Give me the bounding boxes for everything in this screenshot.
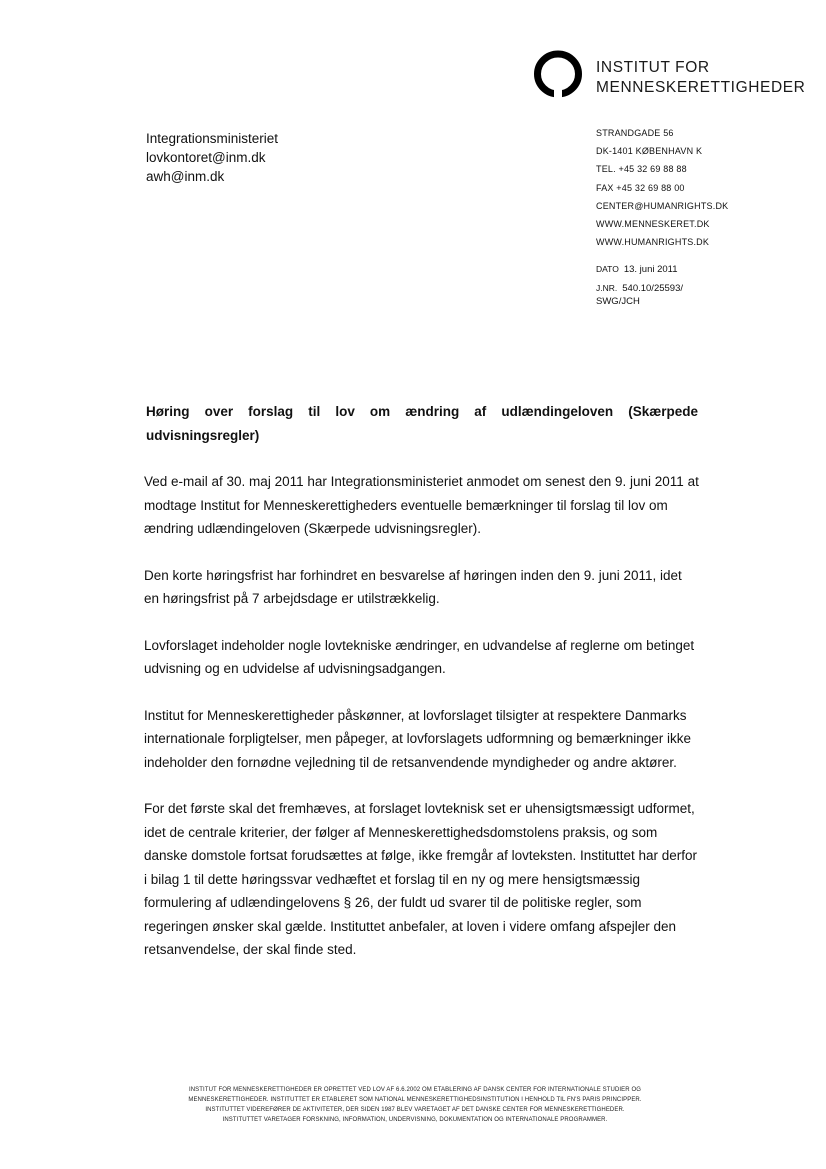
sender-address-city: DK-1401 KØBENHAVN K xyxy=(596,146,703,157)
body-paragraph-4: Institut for Menneskerettigheder påskønner, at lovforslaget tilsigter at respektere Danmarks internationale forpligtelser, men påpeger, at lovforslagets udformning og bemærkninger ikke indeholder den fornødne vejledning til de retsanvendende myndigheder og andre aktører. xyxy=(144,707,692,770)
date-label: DATO xyxy=(596,264,619,274)
institute-logo xyxy=(534,50,824,102)
recipient-email-1: lovkontoret@inm.dk xyxy=(146,150,266,165)
letter-meta xyxy=(596,263,683,308)
body-paragraph-1: Ved e-mail af 30. maj 2011 har Integrationsministeriet anmodet om senest den 9. juni 2011 at modtage Institut for Menneskerettigheders eventuelle bemærkninger til forslag til lov om ændring udlændingeloven (Skærpede udvisningsregler). xyxy=(144,474,699,536)
date-value: 13. juni 2011 xyxy=(623,264,678,275)
sender-website-1: WWW.MENNESKERET.DK xyxy=(596,219,710,230)
sender-phone: TEL. +45 32 69 88 88 xyxy=(596,164,687,175)
letter-subject: Høring over forslag til lov om ændring af udlændingeloven (Skærpede udvisningsregler) xyxy=(146,404,698,443)
body-paragraph-3: Lovforslaget indeholder nogle lovtekniske ændringer, en udvandelse af reglerne om betinget udvisning og en udvidelse af udvisningsadgangen. xyxy=(144,637,695,676)
recipient-email-2: awh@inm.dk xyxy=(146,169,225,184)
logo-line-2: MENNESKERETTIGHEDER xyxy=(596,79,806,96)
journal-number-row xyxy=(596,282,683,295)
sender-contact-block xyxy=(596,124,728,251)
recipient-name: Integrationsministeriet xyxy=(146,131,279,146)
date-row xyxy=(596,263,683,276)
institute-logo-icon xyxy=(534,50,582,98)
body-paragraph-2: Den korte høringsfrist har forhindret en besvarelse af høringen inden den 9. juni 2011, idet en høringsfrist på 7 arbejdsdage er utilstrækkelig. xyxy=(144,567,682,606)
footer-line-2: MENNESKERETTIGHEDER. INSTITUTTET ER ETABLERET SOM NATIONAL MENNESKERETTIGHEDSINSTITUTION I HENHOLD TIL FN'S PARIS PRINCIPPER. xyxy=(188,1097,642,1103)
sender-fax: FAX +45 32 69 88 00 xyxy=(596,182,685,193)
journal-number-label: J.NR. xyxy=(596,283,618,293)
logo-line-1: INSTITUT FOR xyxy=(596,59,710,76)
body-paragraph-5: For det første skal det fremhæves, at forslaget lovteknisk set er uhensigtsmæssigt udformet, idet de centrale kriterier, der følger af Menneskerettighedsdomstolens praksis, og som danske domstole fortsat forudsættes at følge, ikke fremgår af lovteksten. Instituttet har derfor i bilag 1 til dette høringssvar vedhæftet et forslag til en ny og mere hensigtsmæssig formulering af udlændingelovens § 26, der fuldt ud svarer til de politiske regler, som regeringen ønsker skal gælde. Instituttet anbefaler, at loven i videre omfang afspejler den retsanvendelse, der skal finde sted. xyxy=(144,801,698,957)
footer-line-1: INSTITUT FOR MENNESKERETTIGHEDER ER OPRETTET VED LOV AF 6.6.2002 OM ETABLERING AF DANSK CENTER FOR INTERNATIONALE STUDIER OG xyxy=(188,1087,642,1093)
recipient-block xyxy=(146,129,278,186)
footer-line-4: INSTITUTTET VARETAGER FORSKNING, INFORMATION, UNDERVISNING, DOKUMENTATION OG INTERNATIONALE PROGRAMMER. xyxy=(222,1117,608,1123)
sender-website-2: WWW.HUMANRIGHTS.DK xyxy=(596,237,710,248)
page-footer xyxy=(150,1085,680,1125)
sender-address-street: STRANDGADE 56 xyxy=(596,128,674,138)
journal-number-suffix: SWG/JCH xyxy=(596,296,640,307)
sender-email: CENTER@HUMANRIGHTS.DK xyxy=(596,200,729,211)
journal-number-value: 540.10/25593/ xyxy=(622,283,684,294)
footer-line-3: INSTITUTTET VIDEREFØRER DE AKTIVITETER, DER SIDEN 1987 BLEV VARETAGET AF DET DANSKE CENTER FOR MENNESKERETTIGHEDER. xyxy=(205,1107,625,1113)
logo-text xyxy=(596,58,805,98)
letter-body xyxy=(144,470,700,985)
